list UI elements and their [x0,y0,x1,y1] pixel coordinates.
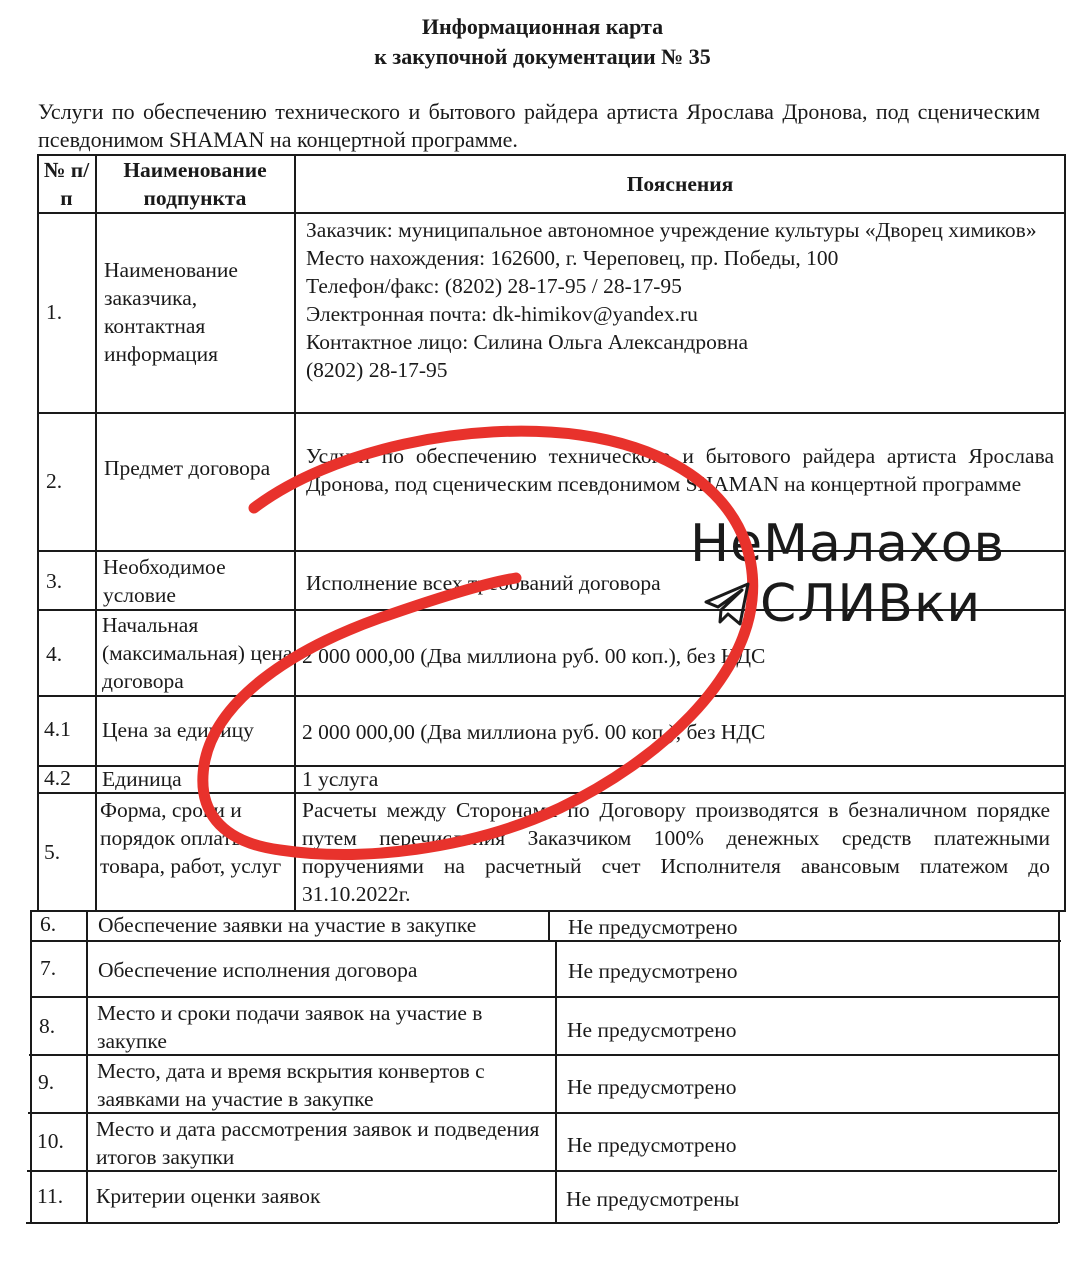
row-8-value: Не предусмотрено [567,1018,737,1042]
row-divider [37,695,1066,697]
row-1-num: 1. [46,300,63,324]
row-4-1-num: 4.1 [44,717,71,741]
row-11-num: 11. [37,1184,64,1208]
row-7-num: 7. [40,956,57,980]
row-9-name: Место, дата и время вскрытия конвертов с заявками на участие в закупке [97,1059,485,1111]
row-1-name: Наименование заказчика, контактная информация [104,258,238,366]
row-4-num: 4. [46,642,63,666]
header-name: Наименование подпункта [123,158,267,210]
intro-paragraph: Услуги по обеспечению технического и бытового райдера артиста Ярослава Дронова, под сценическим псевдонимом SHAMAN на концертной программе. [38,99,1040,152]
row-divider [37,412,1066,414]
col-border-num [95,154,97,910]
row-divider [37,212,1066,214]
row-9-value: Не предусмотрено [567,1075,737,1099]
row-2-name: Предмет договора [104,456,271,480]
col-border-name-lower [555,940,557,1223]
row-divider [30,996,1060,998]
col-border-left-lower [30,910,32,1223]
row-7-value: Не предусмотрено [568,959,738,983]
customer-line: Заказчик: муниципальное автономное учреждение культуры «Дворец химиков» [306,218,1037,242]
col-border-name-row6 [548,910,550,941]
row-4-1-name: Цена за единицу [102,718,254,742]
row-6-num: 6. [40,912,57,936]
document-title: Информационная карта [421,14,664,39]
row-2-num: 2. [46,469,63,493]
col-border-num-lower [86,910,88,1223]
row-1-value [306,216,1056,384]
col-border-right-lower [1058,910,1060,1223]
row-7-name: Обеспечение исполнения договора [98,958,418,982]
row-5-value: Расчеты между Сторонами по Договору производятся в безналичном порядке путем перечисления Заказчиком 100% денежных средств платежными поручениями на расчетный счет Исполнителя авансовым платежом до 31.10.2022г. [302,798,1050,906]
header-num: № п/п [43,158,90,210]
row-4-1-value: 2 000 000,00 (Два миллиона руб. 00 коп.), без НДС [302,720,766,744]
document-subtitle: к закупочной документации № 35 [374,44,711,69]
header-explain: Пояснения [626,172,734,196]
watermark-line1: НеМалахов [690,514,1006,574]
row-10-name: Место и дата рассмотрения заявок и подведения итогов закупки [96,1117,540,1169]
row-8-name: Место и сроки подачи заявок на участие в закупке [97,1001,483,1053]
email-line: Электронная почта: dk-himikov@yandex.ru [306,302,698,326]
row-4-2-num: 4.2 [44,766,71,790]
row-3-name: Необходимое условие [103,555,226,607]
row-11-value: Не предусмотрены [566,1187,740,1211]
row-5-num: 5. [44,840,61,864]
table-border-bottom [26,1222,1058,1224]
row-8-num: 8. [39,1014,56,1038]
col-border-left [37,154,39,910]
row-4-2-value: 1 услуга [302,767,379,791]
phone-line: Телефон/факс: (8202) 28-17-95 / 28-17-95 [306,274,682,298]
row-3-value: Исполнение всех требований договора [306,571,661,595]
address-line: Место нахождения: 162600, г. Череповец, пр. Победы, 100 [306,246,839,270]
row-5-name: Форма, сроки и порядок оплаты товара, работ, услуг [100,798,282,878]
col-border-right [1064,154,1066,910]
row-4-value: 2 000 000,00 (Два миллиона руб. 00 коп.), без НДС [302,644,766,668]
col-border-name [294,154,296,910]
row-6-value: Не предусмотрено [568,915,738,939]
contact-line: Контактное лицо: Силина Ольга Александровна [306,330,749,354]
watermark-line2: СЛИВки [760,574,982,634]
row-4-name: Начальная (максимальная) цена договора [102,613,293,693]
contact-phone-line: (8202) 28-17-95 [306,358,448,382]
row-6-name: Обеспечение заявки на участие в закупке [98,913,477,937]
row-4-2-name: Единица [102,767,182,791]
row-10-num: 10. [37,1129,64,1153]
row-2-value: Услуги по обеспечению технического и бытового райдера артиста Ярослава Дронова, под сценическим псевдонимом SHAMAN на концертной программе [306,444,1054,496]
row-3-num: 3. [46,569,63,593]
row-11-name: Критерии оценки заявок [96,1184,321,1208]
row-10-value: Не предусмотрено [567,1133,737,1157]
row-9-num: 9. [38,1070,55,1094]
